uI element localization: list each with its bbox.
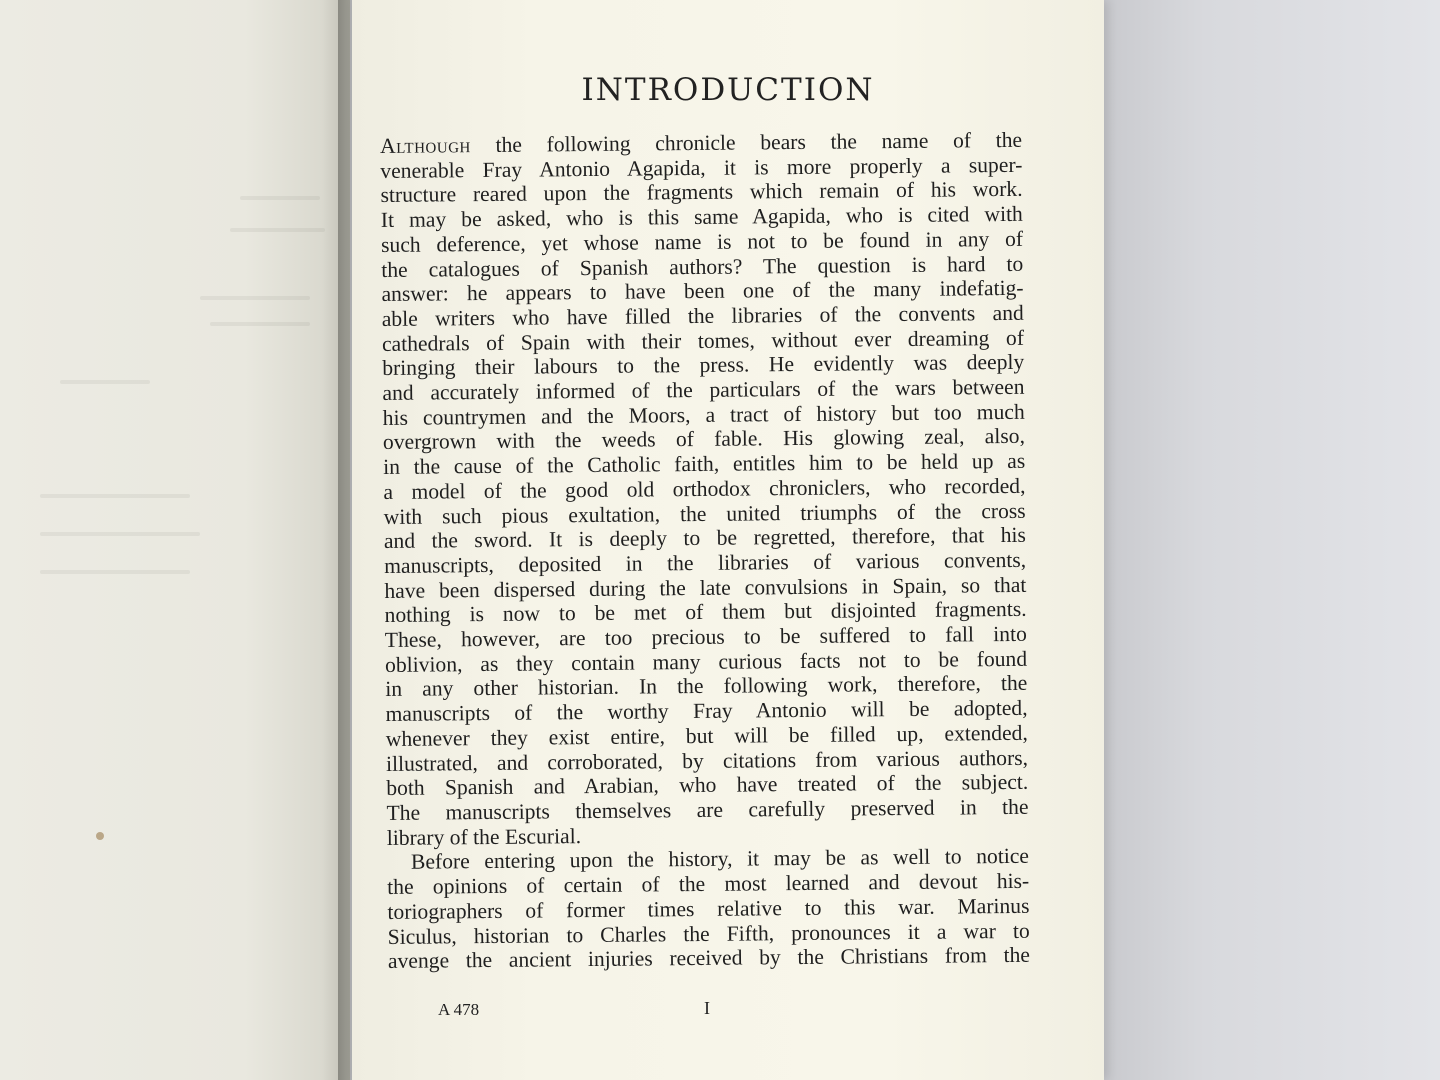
page-title: INTRODUCTION [581, 72, 875, 108]
printed-page [352, 0, 1104, 1080]
background-surface [1104, 0, 1440, 1080]
text-line: avenge the ancient injuries received by the Christians from the [387, 943, 1031, 974]
show-through-mark [230, 228, 325, 232]
text-line: The manuscripts themselves are carefully preserved in the [386, 794, 1029, 825]
text-line: manuscripts of the worthy Fray Antonio will be adopted, [385, 695, 1028, 727]
text-line: and accurately informed of the particulars of the wars between [382, 374, 1025, 406]
text-line: his countrymen and the Moors, a tract of history but too much [382, 399, 1025, 430]
text-line: overgrown with the weeds of fable. His glowing zeal, also, [382, 424, 1026, 455]
text-line: oblivion, as they contain many curious facts not to be found [384, 646, 1028, 677]
text-line: These, however, are too precious to be suffered to fall into [384, 621, 1027, 653]
text-line: library of the Escurial. [386, 823, 582, 850]
text-line: Siculus, historian to Charles the Fifth, pronounces it a war to [387, 918, 1030, 949]
text-line: with such pious exultation, the united triumphs of the cross [383, 498, 1026, 529]
show-through-mark [40, 532, 200, 536]
text-line: illustrated, and corroborated, by citations from various authors, [385, 745, 1029, 776]
text-line: whenever they exist entire, but will be filled up, extended, [385, 720, 1028, 751]
show-through-mark [40, 570, 190, 574]
text-line: bringing their labours to the press. He evidently was deeply [382, 350, 1025, 381]
text-line: the opinions of certain of the most learned and devout his- [387, 868, 1030, 900]
body-text [380, 128, 1030, 974]
text-line: Although the following chronicle bears the name of the [380, 127, 1023, 158]
lead-word: Although [380, 133, 471, 158]
paper-spot [96, 832, 104, 840]
text-line: It may be asked, who is this same Agapida, who is cited with [380, 201, 1023, 233]
show-through-mark [240, 196, 320, 200]
text-line: and the sword. It is deeply to be regretted, therefore, that his [383, 523, 1026, 554]
text-line: toriographers of former times relative to this war. Marinus [387, 893, 1030, 924]
text-line: able writers who have filled the libraries of the convents and [381, 300, 1024, 331]
show-through-mark [40, 494, 190, 498]
text-line: have been dispersed during the late convulsions in Spain, so that [384, 572, 1027, 603]
left-blank-page [0, 0, 350, 1080]
text-line: both Spanish and Arabian, who have treated of the subject. [386, 770, 1029, 801]
page-number: I [704, 998, 710, 1018]
text-line: manuscripts, deposited in the libraries of various convents, [384, 547, 1027, 578]
text-line: the catalogues of Spanish authors? The question is hard to [381, 251, 1024, 282]
show-through-mark [210, 322, 310, 326]
show-through-mark [60, 380, 150, 384]
signature-mark: A 478 [438, 1000, 480, 1019]
text-line: a model of the good old orthodox chroniclers, who recorded, [383, 473, 1026, 504]
text-line: structure reared upon the fragments which remain of his work. [380, 177, 1023, 208]
text-line: in the cause of the Catholic faith, entitles him to be held up as [383, 448, 1026, 480]
text-line: answer: he appears to have been one of the many indefatig- [381, 276, 1024, 307]
text-line: such deference, yet whose name is not to be found in any of [380, 226, 1024, 257]
text-line: venerable Fray Antonio Agapida, it is more properly a super- [380, 152, 1023, 183]
text-line: Before entering upon the history, it may be as well to notice [410, 844, 1030, 875]
show-through-mark [200, 296, 310, 300]
text-line: nothing is now to be met of them but disjointed fragments. [384, 597, 1027, 628]
text-line: cathedrals of Spain with their tomes, without ever dreaming of [381, 325, 1025, 356]
text-line: in any other historian. In the following work, therefore, the [385, 671, 1028, 702]
